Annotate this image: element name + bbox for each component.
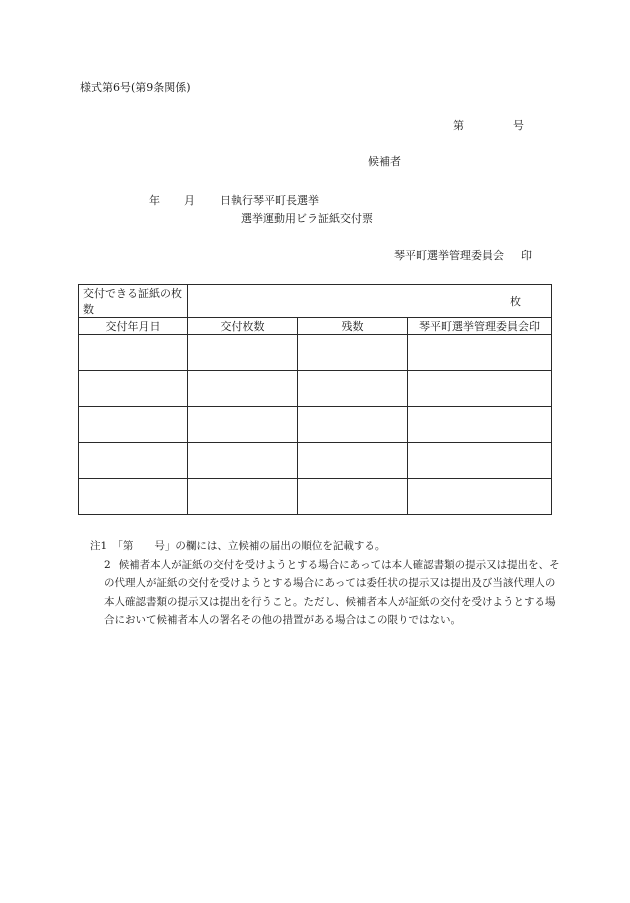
issuance-table — [78, 284, 552, 515]
count-label: 交付できる証紙の枚数 — [79, 285, 188, 318]
issued-count-cell[interactable] — [188, 407, 298, 443]
number-prefix: 第 — [453, 119, 464, 132]
table-row — [79, 479, 552, 515]
remaining-cell[interactable] — [298, 479, 408, 515]
election-line: 日執行琴平町長選挙 — [220, 194, 319, 207]
issued-count-cell[interactable] — [188, 479, 298, 515]
remaining-cell[interactable] — [298, 335, 408, 371]
seal-cell[interactable] — [408, 335, 552, 371]
notes-section — [90, 537, 560, 630]
date-cell[interactable] — [79, 335, 188, 371]
committee-name: 琴平町選挙管理委員会 — [394, 249, 504, 262]
seal-cell[interactable] — [408, 407, 552, 443]
date-cell[interactable] — [79, 443, 188, 479]
number-suffix: 号 — [513, 119, 524, 132]
count-row — [79, 285, 552, 318]
remaining-cell[interactable] — [298, 407, 408, 443]
form-number-label: 様式第6号(第9条関係) — [80, 81, 191, 94]
issued-count-cell[interactable] — [188, 371, 298, 407]
remaining-cell[interactable] — [298, 371, 408, 407]
document-title: 選挙運動用ビラ証紙交付票 — [241, 212, 373, 225]
seal-cell[interactable] — [408, 443, 552, 479]
count-value-cell[interactable] — [188, 285, 552, 318]
committee-seal: 印 — [521, 249, 532, 262]
date-cell[interactable] — [79, 407, 188, 443]
column-header: 交付枚数 — [188, 318, 298, 335]
table-row — [79, 407, 552, 443]
note-2-text: 候補者本人が証紙の交付を受けようとする場合にあっては本人確認書類の提示又は提出を、その代理人が証紙の交付を受けようとする場合にあっては委任状の提示又は提出及び当該代理人の本人確認書類の提示又は提出を行うこと。ただし、候補者本人が証紙の交付を受けようとする場合において候補者本人の署名その他の措置がある場合はこの限りではない。 — [104, 558, 560, 626]
date-cell[interactable] — [79, 371, 188, 407]
note-2 — [90, 556, 560, 630]
table-row — [79, 371, 552, 407]
issued-count-cell[interactable] — [188, 335, 298, 371]
column-header: 残数 — [298, 318, 408, 335]
table-row — [79, 335, 552, 371]
remaining-cell[interactable] — [298, 443, 408, 479]
table-row — [79, 443, 552, 479]
date-year-label: 年 — [149, 194, 160, 207]
issued-count-cell[interactable] — [188, 443, 298, 479]
note-1: 注1 「第 号」の欄には、立候補の届出の順位を記載する。 — [90, 540, 386, 552]
column-header: 交付年月日 — [79, 318, 188, 335]
count-unit: 枚 — [510, 295, 521, 308]
date-month-label: 月 — [184, 194, 195, 207]
column-header: 琴平町選挙管理委員会印 — [408, 318, 552, 335]
seal-cell[interactable] — [408, 479, 552, 515]
table-header-row — [79, 318, 552, 335]
seal-cell[interactable] — [408, 371, 552, 407]
candidate-label: 候補者 — [368, 155, 401, 168]
note-2-number: 2 — [104, 558, 111, 571]
date-cell[interactable] — [79, 479, 188, 515]
